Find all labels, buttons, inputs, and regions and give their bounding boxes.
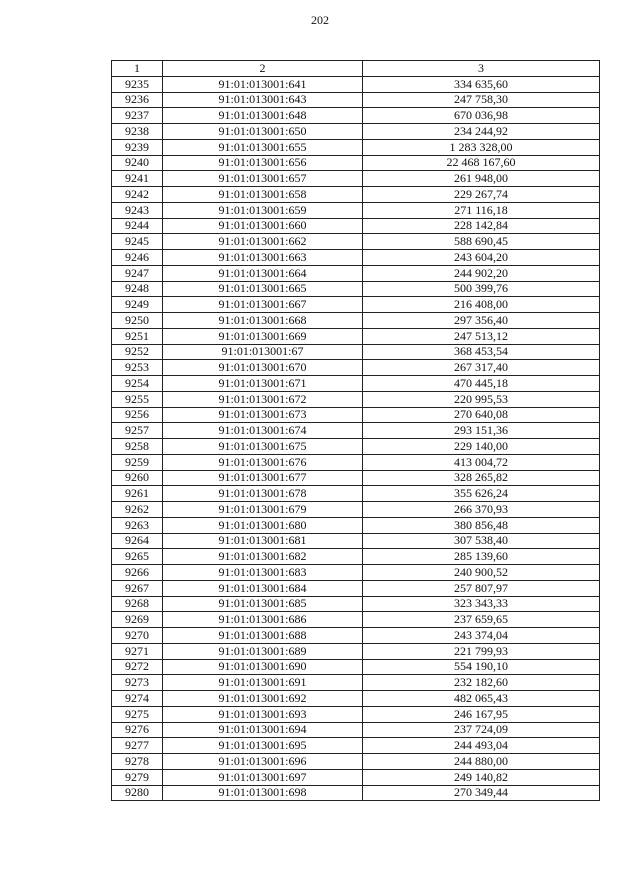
value-cell: 554 190,10 (363, 659, 600, 675)
table-row (112, 297, 600, 313)
table-row (112, 517, 600, 533)
table-row (112, 565, 600, 581)
table-row (112, 486, 600, 502)
value-cell: 307 538,40 (363, 533, 600, 549)
row-number-cell: 9277 (112, 738, 163, 754)
cadastral-number-cell: 91:01:013001:671 (163, 376, 363, 392)
table-row (112, 533, 600, 549)
value-cell: 216 408,00 (363, 297, 600, 313)
cadastral-number-cell: 91:01:013001:679 (163, 502, 363, 518)
value-cell: 413 004,72 (363, 454, 600, 470)
table-row (112, 754, 600, 770)
cadastral-number-cell: 91:01:013001:667 (163, 297, 363, 313)
page-number: 202 (311, 13, 329, 27)
row-number-cell: 9275 (112, 706, 163, 722)
value-cell: 228 142,84 (363, 218, 600, 234)
table-row (112, 344, 600, 360)
cadastral-number-cell: 91:01:013001:698 (163, 785, 363, 801)
row-number-cell: 9262 (112, 502, 163, 518)
row-number-cell: 9243 (112, 202, 163, 218)
row-number-cell: 9268 (112, 596, 163, 612)
table-row (112, 265, 600, 281)
value-cell: 232 182,60 (363, 675, 600, 691)
cadastral-number-cell: 91:01:013001:692 (163, 691, 363, 707)
table-header-row (112, 61, 600, 77)
value-cell: 246 167,95 (363, 706, 600, 722)
table-row (112, 92, 600, 108)
row-number-cell: 9256 (112, 407, 163, 423)
row-number-cell: 9254 (112, 376, 163, 392)
value-cell: 244 902,20 (363, 265, 600, 281)
cadastral-number-cell: 91:01:013001:641 (163, 76, 363, 92)
cadastral-number-cell: 91:01:013001:676 (163, 454, 363, 470)
row-number-cell: 9238 (112, 124, 163, 140)
value-cell: 267 317,40 (363, 360, 600, 376)
row-number-cell: 9240 (112, 155, 163, 171)
row-number-cell: 9241 (112, 171, 163, 187)
row-number-cell: 9244 (112, 218, 163, 234)
cadastral-number-cell: 91:01:013001:680 (163, 517, 363, 533)
value-cell: 670 036,98 (363, 108, 600, 124)
row-number-cell: 9264 (112, 533, 163, 549)
cadastral-number-cell: 91:01:013001:656 (163, 155, 363, 171)
table-row (112, 454, 600, 470)
value-cell: 470 445,18 (363, 376, 600, 392)
cadastral-number-cell: 91:01:013001:690 (163, 659, 363, 675)
row-number-cell: 9266 (112, 565, 163, 581)
value-cell: 368 453,54 (363, 344, 600, 360)
row-number-cell: 9274 (112, 691, 163, 707)
cadastral-number-cell: 91:01:013001:673 (163, 407, 363, 423)
cadastral-number-cell: 91:01:013001:660 (163, 218, 363, 234)
cadastral-number-cell: 91:01:013001:658 (163, 187, 363, 203)
table-row (112, 738, 600, 754)
cadastral-number-cell: 91:01:013001:696 (163, 754, 363, 770)
cadastral-number-cell: 91:01:013001:659 (163, 202, 363, 218)
table-row (112, 407, 600, 423)
row-number-cell: 9239 (112, 139, 163, 155)
row-number-cell: 9237 (112, 108, 163, 124)
table-row (112, 171, 600, 187)
value-cell: 588 690,45 (363, 234, 600, 250)
value-cell: 237 659,65 (363, 612, 600, 628)
value-cell: 261 948,00 (363, 171, 600, 187)
value-cell: 270 640,08 (363, 407, 600, 423)
table-row (112, 281, 600, 297)
value-cell: 380 856,48 (363, 517, 600, 533)
cadastral-number-cell: 91:01:013001:672 (163, 391, 363, 407)
value-cell: 271 116,18 (363, 202, 600, 218)
table-row (112, 76, 600, 92)
cadastral-number-cell: 91:01:013001:688 (163, 628, 363, 644)
table-row (112, 423, 600, 439)
table-row (112, 691, 600, 707)
table-row (112, 124, 600, 140)
row-number-cell: 9272 (112, 659, 163, 675)
table-row (112, 580, 600, 596)
value-cell: 323 343,33 (363, 596, 600, 612)
cadastral-number-cell: 91:01:013001:648 (163, 108, 363, 124)
value-cell: 221 799,93 (363, 643, 600, 659)
table-row (112, 628, 600, 644)
row-number-cell: 9258 (112, 439, 163, 455)
cadastral-number-cell: 91:01:013001:697 (163, 769, 363, 785)
cadastral-number-cell: 91:01:013001:693 (163, 706, 363, 722)
value-cell: 328 265,82 (363, 470, 600, 486)
table-row (112, 313, 600, 329)
table-row (112, 706, 600, 722)
value-cell: 229 267,74 (363, 187, 600, 203)
table-row (112, 612, 600, 628)
table-row (112, 376, 600, 392)
row-number-cell: 9257 (112, 423, 163, 439)
table-row (112, 722, 600, 738)
value-cell: 270 349,44 (363, 785, 600, 801)
row-number-cell: 9273 (112, 675, 163, 691)
cadastral-number-cell: 91:01:013001:657 (163, 171, 363, 187)
row-number-cell: 9260 (112, 470, 163, 486)
table-row (112, 234, 600, 250)
value-cell: 500 399,76 (363, 281, 600, 297)
cadastral-number-cell: 91:01:013001:686 (163, 612, 363, 628)
table-row (112, 549, 600, 565)
row-number-cell: 9261 (112, 486, 163, 502)
column-header-1: 1 (112, 61, 163, 77)
table-row (112, 502, 600, 518)
cadastral-number-cell: 91:01:013001:677 (163, 470, 363, 486)
row-number-cell: 9245 (112, 234, 163, 250)
value-cell: 234 244,92 (363, 124, 600, 140)
cadastral-number-cell: 91:01:013001:663 (163, 250, 363, 266)
cadastral-number-cell: 91:01:013001:662 (163, 234, 363, 250)
row-number-cell: 9253 (112, 360, 163, 376)
row-number-cell: 9247 (112, 265, 163, 281)
cadastral-number-cell: 91:01:013001:669 (163, 328, 363, 344)
row-number-cell: 9259 (112, 454, 163, 470)
value-cell: 220 995,53 (363, 391, 600, 407)
column-header-3: 3 (363, 61, 600, 77)
table-row (112, 202, 600, 218)
cadastral-number-cell: 91:01:013001:694 (163, 722, 363, 738)
value-cell: 1 283 328,00 (363, 139, 600, 155)
data-table (111, 60, 600, 801)
row-number-cell: 9269 (112, 612, 163, 628)
row-number-cell: 9255 (112, 391, 163, 407)
cadastral-number-cell: 91:01:013001:665 (163, 281, 363, 297)
table-row (112, 470, 600, 486)
value-cell: 297 356,40 (363, 313, 600, 329)
table-row (112, 391, 600, 407)
table-row (112, 643, 600, 659)
row-number-cell: 9251 (112, 328, 163, 344)
value-cell: 257 807,97 (363, 580, 600, 596)
value-cell: 243 604,20 (363, 250, 600, 266)
row-number-cell: 9265 (112, 549, 163, 565)
cadastral-number-cell: 91:01:013001:689 (163, 643, 363, 659)
cadastral-number-cell: 91:01:013001:678 (163, 486, 363, 502)
value-cell: 247 513,12 (363, 328, 600, 344)
row-number-cell: 9276 (112, 722, 163, 738)
table-row (112, 675, 600, 691)
row-number-cell: 9252 (112, 344, 163, 360)
table-row (112, 769, 600, 785)
table-row (112, 439, 600, 455)
value-cell: 243 374,04 (363, 628, 600, 644)
value-cell: 22 468 167,60 (363, 155, 600, 171)
column-header-2: 2 (163, 61, 363, 77)
cadastral-number-cell: 91:01:013001:681 (163, 533, 363, 549)
table-row (112, 250, 600, 266)
cadastral-number-cell: 91:01:013001:674 (163, 423, 363, 439)
cadastral-number-cell: 91:01:013001:684 (163, 580, 363, 596)
table-row (112, 328, 600, 344)
cadastral-number-cell: 91:01:013001:668 (163, 313, 363, 329)
value-cell: 266 370,93 (363, 502, 600, 518)
row-number-cell: 9246 (112, 250, 163, 266)
row-number-cell: 9249 (112, 297, 163, 313)
cadastral-number-cell: 91:01:013001:650 (163, 124, 363, 140)
value-cell: 285 139,60 (363, 549, 600, 565)
cadastral-number-cell: 91:01:013001:675 (163, 439, 363, 455)
table-row (112, 659, 600, 675)
value-cell: 249 140,82 (363, 769, 600, 785)
value-cell: 229 140,00 (363, 439, 600, 455)
value-cell: 355 626,24 (363, 486, 600, 502)
table-row (112, 108, 600, 124)
cadastral-number-cell: 91:01:013001:670 (163, 360, 363, 376)
table-row (112, 218, 600, 234)
cadastral-number-cell: 91:01:013001:664 (163, 265, 363, 281)
value-cell: 334 635,60 (363, 76, 600, 92)
row-number-cell: 9278 (112, 754, 163, 770)
cadastral-number-cell: 91:01:013001:695 (163, 738, 363, 754)
row-number-cell: 9236 (112, 92, 163, 108)
row-number-cell: 9267 (112, 580, 163, 596)
cadastral-number-cell: 91:01:013001:643 (163, 92, 363, 108)
table-row (112, 187, 600, 203)
cadastral-number-cell: 91:01:013001:683 (163, 565, 363, 581)
value-cell: 482 065,43 (363, 691, 600, 707)
cadastral-number-cell: 91:01:013001:682 (163, 549, 363, 565)
row-number-cell: 9270 (112, 628, 163, 644)
table-body (112, 76, 600, 801)
value-cell: 244 880,00 (363, 754, 600, 770)
value-cell: 244 493,04 (363, 738, 600, 754)
table-row (112, 139, 600, 155)
row-number-cell: 9242 (112, 187, 163, 203)
value-cell: 237 724,09 (363, 722, 600, 738)
row-number-cell: 9279 (112, 769, 163, 785)
cadastral-number-cell: 91:01:013001:655 (163, 139, 363, 155)
row-number-cell: 9250 (112, 313, 163, 329)
table-row (112, 360, 600, 376)
table-row (112, 785, 600, 801)
table-row (112, 596, 600, 612)
row-number-cell: 9271 (112, 643, 163, 659)
row-number-cell: 9263 (112, 517, 163, 533)
cadastral-number-cell: 91:01:013001:691 (163, 675, 363, 691)
value-cell: 247 758,30 (363, 92, 600, 108)
cadastral-number-cell: 91:01:013001:685 (163, 596, 363, 612)
row-number-cell: 9235 (112, 76, 163, 92)
row-number-cell: 9248 (112, 281, 163, 297)
value-cell: 293 151,36 (363, 423, 600, 439)
table-row (112, 155, 600, 171)
cadastral-number-cell: 91:01:013001:67 (163, 344, 363, 360)
value-cell: 240 900,52 (363, 565, 600, 581)
row-number-cell: 9280 (112, 785, 163, 801)
